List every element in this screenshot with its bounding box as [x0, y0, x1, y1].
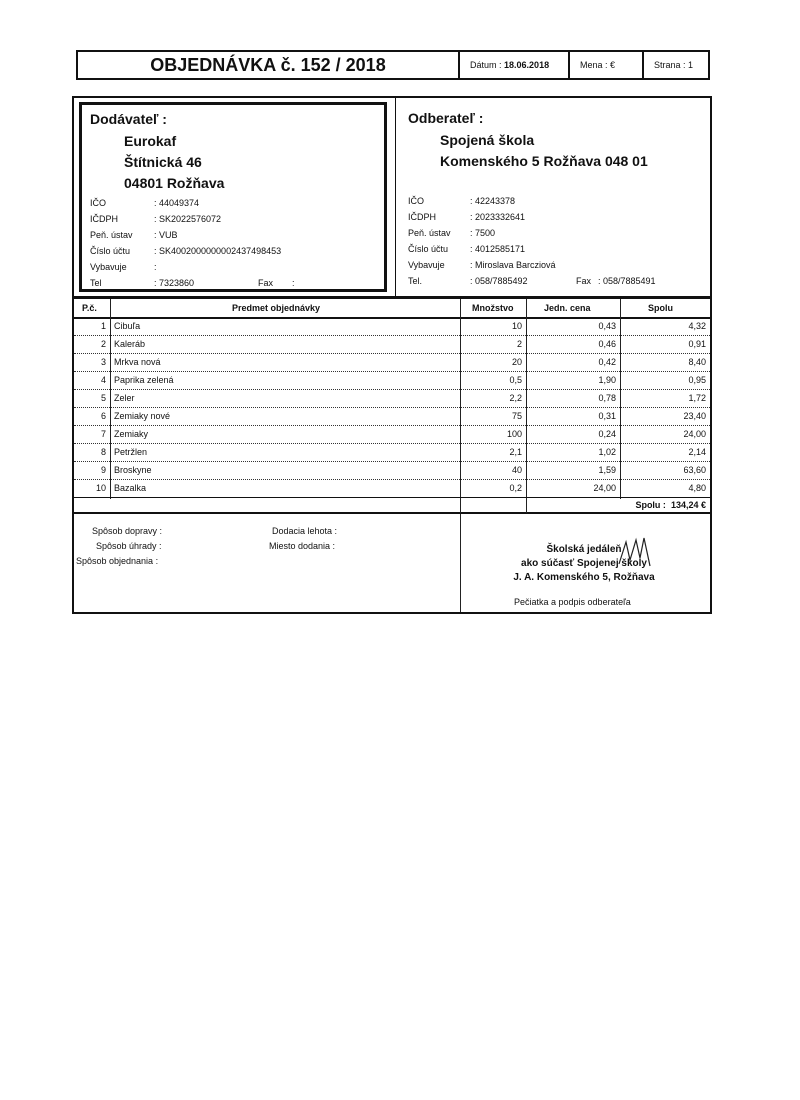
table-row: [74, 371, 710, 390]
row-item: Zemiaky: [114, 429, 149, 439]
table-row: [74, 461, 710, 480]
supplier-fax-label: Fax: [258, 278, 274, 288]
date-value: 18.06.2018: [504, 60, 550, 70]
supplier-heading: Dodávateľ :: [90, 111, 167, 127]
col-header-item: Predmet objednávky: [232, 303, 321, 313]
table-header: [74, 299, 710, 319]
row-qty: 2,1: [509, 447, 522, 457]
customer-field-value: : Miroslava Barcziová: [470, 260, 556, 270]
row-item: Mrkva nová: [114, 357, 161, 367]
customer-field-value: : 7500: [470, 228, 496, 238]
address-divider: [395, 98, 396, 298]
stamp-line: Školská jedáleň: [546, 544, 622, 555]
row-total: 63,60: [683, 465, 706, 475]
signature-label: Pečiatka a podpis odberateľa: [514, 597, 631, 607]
row-unit-price: 24,00: [593, 483, 616, 493]
order-method-label: Spôsob objednania :: [76, 556, 159, 566]
row-item: Kaleráb: [114, 339, 146, 349]
order-header: [76, 50, 710, 80]
customer-field-label: Tel.: [408, 276, 423, 286]
supplier-field-label: Vybavuje: [90, 262, 127, 272]
supplier-city: 04801 Rožňava: [124, 175, 225, 191]
customer-field-label: Peň. ústav: [408, 228, 451, 238]
row-number: 7: [100, 429, 106, 439]
row-number: 2: [100, 339, 106, 349]
col-header-unit: Jedn. cena: [544, 303, 591, 313]
row-item: Paprika zelená: [114, 375, 174, 385]
order-sum: [620, 500, 706, 510]
row-unit-price: 0,42: [598, 357, 616, 367]
row-number: 5: [100, 393, 106, 403]
row-number: 6: [100, 411, 106, 421]
customer-fax-value: : 058/7885491: [598, 276, 656, 286]
signature-mark: [614, 534, 664, 574]
row-total: 0,91: [688, 339, 706, 349]
supplier-street: Štítnická 46: [124, 154, 202, 170]
row-qty: 10: [511, 321, 522, 331]
date-cell: [458, 52, 568, 78]
row-unit-price: 0,31: [598, 411, 616, 421]
supplier-name: Eurokaf: [124, 133, 177, 149]
row-number: 9: [100, 465, 106, 475]
row-qty: 2: [516, 339, 522, 349]
row-number: 10: [95, 483, 106, 493]
customer-field-value: : 2023332641: [470, 212, 526, 222]
page-label: Strana :: [654, 60, 686, 70]
customer-field-value: : 42243378: [470, 196, 516, 206]
table-row: [74, 317, 710, 336]
row-unit-price: 0,43: [598, 321, 616, 331]
supplier-field-value: : 44049374: [154, 198, 200, 208]
row-unit-price: 0,46: [598, 339, 616, 349]
row-item: Cibuľa: [114, 321, 141, 331]
customer-field-label: IČDPH: [408, 212, 437, 222]
row-item: Zeler: [114, 393, 135, 403]
row-total: 4,32: [688, 321, 706, 331]
sum-value: 134,24 €: [670, 500, 706, 510]
row-item: Bazalka: [114, 483, 147, 493]
row-number: 8: [100, 447, 106, 457]
supplier-field-value: : SK2022576072: [154, 214, 222, 224]
table-row: [74, 335, 710, 354]
table-row: [74, 407, 710, 426]
stamp-line: J. A. Komenského 5, Rožňava: [513, 572, 655, 583]
customer-fax-label: Fax: [576, 276, 592, 286]
supplier-field-label: Číslo účtu: [90, 246, 131, 256]
row-total: 4,80: [688, 483, 706, 493]
col-header-pc: P.č.: [82, 303, 97, 313]
customer-field-value: : 058/7885492: [470, 276, 528, 286]
payment-label: Spôsob úhrady :: [96, 541, 162, 551]
row-unit-price: 1,02: [598, 447, 616, 457]
row-unit-price: 0,78: [598, 393, 616, 403]
date-label: Dátum :: [470, 60, 502, 70]
supplier-box: [79, 102, 387, 292]
row-unit-price: 1,90: [598, 375, 616, 385]
currency-cell: [568, 52, 642, 78]
row-unit-price: 1,59: [598, 465, 616, 475]
row-item: Zemiaky nové: [114, 411, 171, 421]
table-row: [74, 389, 710, 408]
row-item: Broskyne: [114, 465, 152, 475]
row-qty: 40: [511, 465, 522, 475]
row-number: 4: [100, 375, 106, 385]
row-total: 1,72: [688, 393, 706, 403]
order-footer: [72, 514, 712, 614]
row-total: 24,00: [683, 429, 706, 439]
table-row: [74, 479, 710, 498]
customer-field-label: Číslo účtu: [408, 244, 449, 254]
currency-label: Mena :: [580, 60, 608, 70]
row-number: 3: [100, 357, 106, 367]
supplier-field-label: Tel: [90, 278, 102, 288]
row-qty: 75: [511, 411, 522, 421]
row-item: Petržlen: [114, 447, 148, 457]
sum-label: Spolu :: [635, 500, 666, 510]
customer-field-label: Vybavuje: [408, 260, 445, 270]
col-header-qty: Množstvo: [472, 303, 514, 313]
supplier-field-value: : VUB: [154, 230, 178, 240]
row-qty: 0,5: [509, 375, 522, 385]
stamp-line: ako súčasť Spojenej školy: [521, 558, 647, 569]
row-number: 1: [100, 321, 106, 331]
delivery-term-label: Dodacia lehota :: [272, 526, 338, 536]
customer-field-value: : 4012585171: [470, 244, 526, 254]
row-unit-price: 0,24: [598, 429, 616, 439]
row-total: 8,40: [688, 357, 706, 367]
customer-field-label: IČO: [408, 196, 425, 206]
supplier-field-label: Peň. ústav: [90, 230, 133, 240]
row-qty: 2,2: [509, 393, 522, 403]
supplier-fax-value: :: [292, 278, 295, 288]
order-title: OBJEDNÁVKA č. 152 / 2018: [150, 54, 386, 75]
page-cell: [642, 52, 708, 78]
row-total: 0,95: [688, 375, 706, 385]
supplier-field-value: : 7323860: [154, 278, 195, 288]
footer-divider: [460, 514, 461, 612]
transport-label: Spôsob dopravy :: [92, 526, 163, 536]
delivery-place-label: Miesto dodania :: [269, 541, 336, 551]
supplier-field-label: IČO: [90, 198, 107, 208]
table-row: [74, 443, 710, 462]
col-header-total: Spolu: [648, 303, 673, 313]
row-qty: 100: [506, 429, 522, 439]
supplier-field-value: : SK4002000000002437498453: [154, 246, 282, 256]
table-row: [74, 353, 710, 372]
currency-value: €: [610, 60, 616, 70]
row-total: 2,14: [688, 447, 706, 457]
supplier-field-value: :: [154, 262, 157, 272]
row-qty: 0,2: [509, 483, 522, 493]
order-items-table: [72, 298, 712, 514]
page-value: 1: [688, 60, 694, 70]
row-qty: 20: [511, 357, 522, 367]
customer-address: Komenského 5 Rožňava 048 01: [440, 153, 648, 169]
row-total: 23,40: [683, 411, 706, 421]
supplier-field-label: IČDPH: [90, 214, 119, 224]
customer-name: Spojená škola: [440, 132, 535, 148]
customer-heading: Odberateľ :: [408, 110, 484, 126]
table-row: [74, 425, 710, 444]
